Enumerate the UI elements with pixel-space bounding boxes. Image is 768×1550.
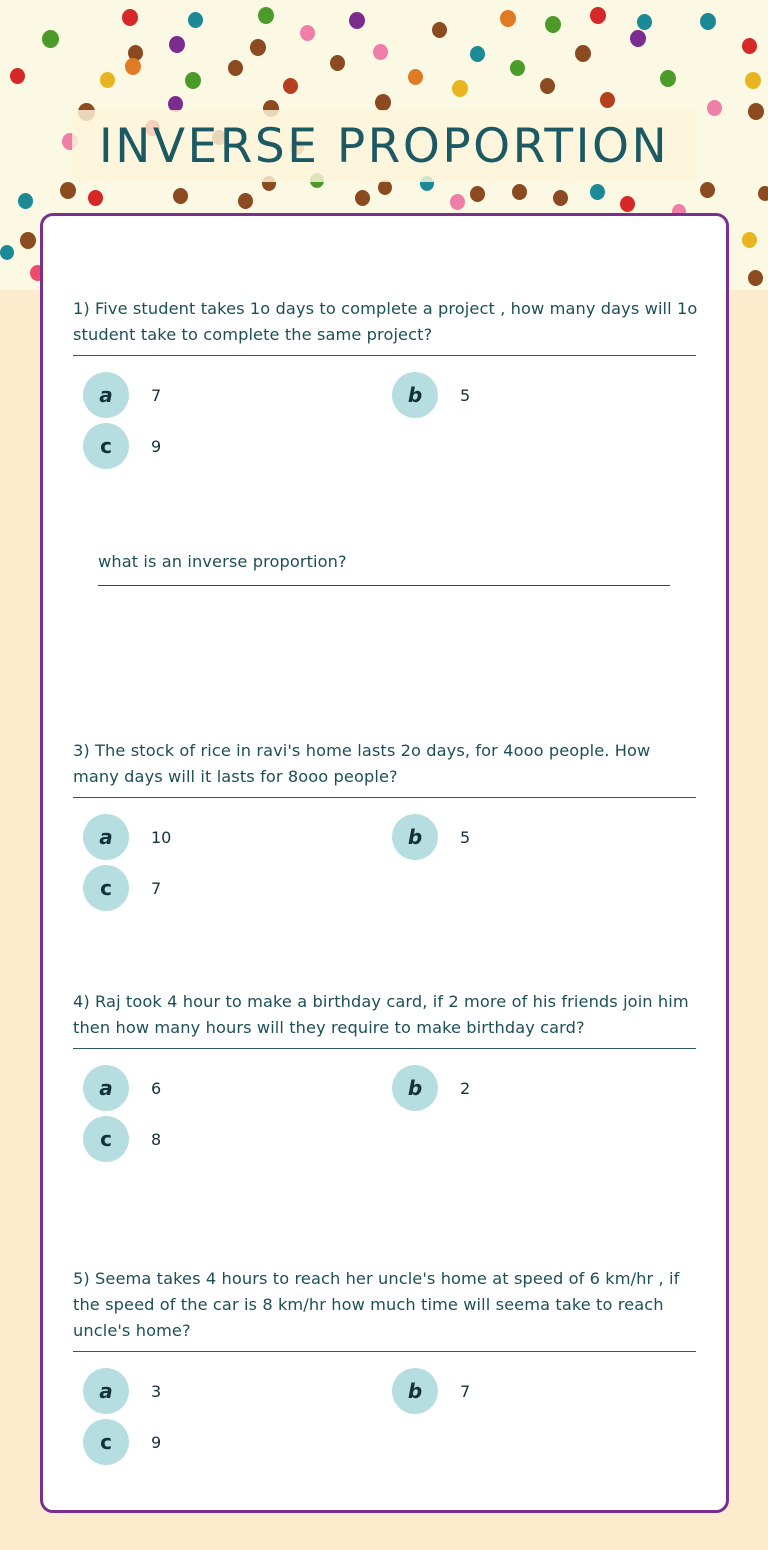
confetti-dot <box>707 100 722 116</box>
option-value: 2 <box>460 1078 471 1098</box>
option-b[interactable] <box>392 372 470 418</box>
answer-line[interactable] <box>98 585 670 586</box>
confetti-dot <box>575 45 591 62</box>
confetti-dot <box>660 70 676 87</box>
confetti-dot <box>300 25 315 41</box>
option-a[interactable] <box>83 814 171 860</box>
option-letter-circle[interactable]: b <box>392 372 438 418</box>
option-group <box>43 1368 726 1478</box>
question-block <box>43 1266 726 1478</box>
confetti-dot <box>185 72 201 89</box>
confetti-dot <box>0 245 14 260</box>
option-value: 5 <box>460 385 471 405</box>
option-letter-circle[interactable]: c <box>83 1419 129 1465</box>
question-text: 3) The stock of rice in ravi's home lasts 2o days, for 4ooo people. How many days will it lasts for 8ooo people? <box>73 741 651 786</box>
confetti-dot <box>258 7 274 24</box>
option-value: 9 <box>151 1432 162 1452</box>
confetti-dot <box>378 180 392 195</box>
option-letter-circle[interactable]: a <box>83 814 129 860</box>
option-letter-circle[interactable]: b <box>392 1065 438 1111</box>
confetti-dot <box>432 22 447 38</box>
option-value: 8 <box>151 1129 162 1149</box>
confetti-dot <box>122 9 138 26</box>
option-a[interactable] <box>83 1065 161 1111</box>
question-text: 4) Raj took 4 hour to make a birthday card, if 2 more of his friends join him then how many hours will they require to make birthday card? <box>73 992 689 1037</box>
question-block <box>43 549 726 586</box>
confetti-dot <box>20 232 36 249</box>
confetti-dot <box>630 30 646 47</box>
confetti-dot <box>590 7 606 24</box>
confetti-dot <box>42 30 59 48</box>
worksheet-card <box>40 213 729 1513</box>
option-letter-circle[interactable]: b <box>392 814 438 860</box>
option-a[interactable] <box>83 372 161 418</box>
confetti-dot <box>10 68 25 84</box>
confetti-dot <box>758 186 768 201</box>
option-value: 9 <box>151 436 162 456</box>
question-separator <box>73 1048 696 1049</box>
option-letter-circle[interactable]: c <box>83 423 129 469</box>
confetti-dot <box>545 16 561 33</box>
option-letter-circle[interactable]: c <box>83 865 129 911</box>
option-b[interactable] <box>392 1368 470 1414</box>
option-c[interactable] <box>83 423 161 469</box>
option-value: 6 <box>151 1078 162 1098</box>
confetti-dot <box>228 60 243 76</box>
confetti-dot <box>238 193 253 209</box>
worksheet-content <box>43 216 726 1510</box>
option-c[interactable] <box>83 1116 161 1162</box>
question-text: 1) Five student takes 1o days to complete a project , how many days will 1o student take to complete the same project? <box>73 299 698 344</box>
confetti-dot <box>173 188 188 204</box>
option-letter-circle[interactable]: a <box>83 1368 129 1414</box>
option-value: 5 <box>460 827 471 847</box>
option-value: 7 <box>460 1381 471 1401</box>
confetti-dot <box>375 94 391 111</box>
confetti-dot <box>637 14 652 30</box>
confetti-dot <box>355 190 370 206</box>
confetti-dot <box>188 12 203 28</box>
option-a[interactable] <box>83 1368 161 1414</box>
confetti-dot <box>500 10 516 27</box>
option-letter-circle[interactable]: c <box>83 1116 129 1162</box>
confetti-dot <box>742 232 757 248</box>
question-separator <box>73 797 696 798</box>
confetti-dot <box>590 184 605 200</box>
confetti-dot <box>100 72 115 88</box>
option-value: 7 <box>151 385 162 405</box>
confetti-dot <box>349 12 365 29</box>
option-letter-circle[interactable]: a <box>83 372 129 418</box>
option-group <box>43 1065 726 1175</box>
question-block <box>43 738 726 924</box>
confetti-dot <box>470 46 485 62</box>
option-b[interactable] <box>392 814 470 860</box>
confetti-dot <box>470 186 485 202</box>
option-value: 10 <box>151 827 172 847</box>
confetti-dot <box>452 80 468 97</box>
confetti-dot <box>745 72 761 89</box>
confetti-dot <box>169 36 185 53</box>
option-c[interactable] <box>83 865 161 911</box>
option-c[interactable] <box>83 1419 161 1465</box>
confetti-dot <box>60 182 76 199</box>
confetti-dot <box>283 78 298 94</box>
question-text: 5) Seema takes 4 hours to reach her uncle's home at speed of 6 km/hr , if the speed of the car is 8 km/hr how much time will seema take to reach uncle's home? <box>73 1269 680 1340</box>
option-group <box>43 814 726 924</box>
confetti-dot <box>125 58 141 75</box>
confetti-dot <box>540 78 555 94</box>
confetti-dot <box>330 55 345 71</box>
confetti-dot <box>748 103 764 120</box>
question-block <box>43 989 726 1175</box>
option-value: 3 <box>151 1381 162 1401</box>
question-separator <box>73 1351 696 1352</box>
confetti-dot <box>373 44 388 60</box>
confetti-dot <box>18 193 33 209</box>
confetti-dot <box>600 92 615 108</box>
option-letter-circle[interactable]: b <box>392 1368 438 1414</box>
question-text: what is an inverse proportion? <box>98 552 347 571</box>
confetti-dot <box>512 184 527 200</box>
option-letter-circle[interactable]: a <box>83 1065 129 1111</box>
question-block <box>43 296 726 482</box>
confetti-dot <box>450 194 465 210</box>
confetti-dot <box>748 270 763 286</box>
confetti-dot <box>510 60 525 76</box>
option-value: 7 <box>151 878 162 898</box>
option-group <box>43 372 726 482</box>
confetti-dot <box>742 38 757 54</box>
confetti-dot <box>700 13 716 30</box>
page-title: INVERSE PROPORTION <box>98 118 670 174</box>
question-separator <box>73 355 696 356</box>
confetti-dot <box>408 69 423 85</box>
confetti-dot <box>250 39 266 56</box>
confetti-dot <box>88 190 103 206</box>
confetti-dot <box>620 196 635 212</box>
confetti-dot <box>700 182 715 198</box>
confetti-dot <box>553 190 568 206</box>
option-b[interactable] <box>392 1065 470 1111</box>
